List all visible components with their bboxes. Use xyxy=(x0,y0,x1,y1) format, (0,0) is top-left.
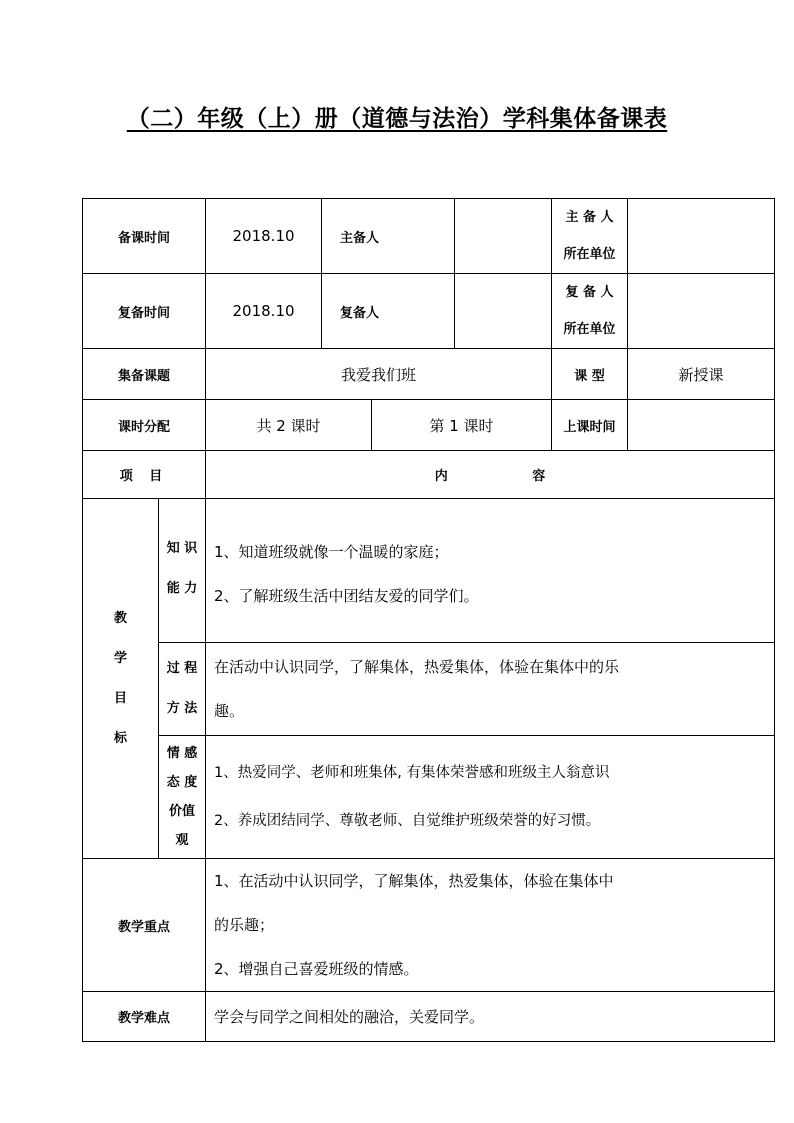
topic-label: 集备课题 xyxy=(83,349,206,400)
row-topic xyxy=(83,349,775,400)
knowledge-content xyxy=(206,499,775,643)
emotion-label-line3: 价值 xyxy=(169,804,196,819)
page-title-text: （二）年级（上）册（道德与法治）学科集体备课表 xyxy=(126,106,668,132)
process-line-1: 在活动中认识同学，了解集体，热爱集体，体验在集体中的乐 xyxy=(214,658,620,676)
prep-time-value: 2018.10 xyxy=(206,199,322,274)
row-objective-knowledge xyxy=(83,499,775,643)
row-key-points xyxy=(83,859,775,992)
reviewer-value xyxy=(455,274,552,349)
row-objective-process xyxy=(83,643,775,736)
objectives-char-4: 标 xyxy=(113,730,127,746)
process-label-line2: 方 法 xyxy=(166,701,198,716)
hours-total: 共 2 课时 xyxy=(206,400,372,451)
knowledge-label-line2: 能 力 xyxy=(166,581,198,596)
row-review-time xyxy=(83,274,775,349)
emotion-label-line2: 态 度 xyxy=(166,775,198,790)
content-header: 内 容 xyxy=(206,451,775,499)
knowledge-label-line1: 知 识 xyxy=(166,541,198,556)
main-unit-label-line2: 所在单位 xyxy=(563,247,616,262)
review-unit-label-line2: 所在单位 xyxy=(563,322,616,337)
lesson-type-label: 课 型 xyxy=(552,349,628,400)
objectives-char-2: 学 xyxy=(113,650,127,666)
emotion-content xyxy=(206,736,775,859)
difficulties-label: 教学难点 xyxy=(83,992,206,1042)
emotion-line-1: 1、热爱同学、老师和班集体, 有集体荣誉感和班级主人翁意识 xyxy=(214,765,610,781)
row-difficulties xyxy=(83,992,775,1042)
row-objective-emotion xyxy=(83,736,775,859)
key-points-label: 教学重点 xyxy=(83,859,206,992)
key-points-line-2: 的乐趣； xyxy=(214,916,275,934)
emotion-label-line1: 情 感 xyxy=(166,746,198,761)
review-unit-value xyxy=(628,274,775,349)
class-time-label: 上课时间 xyxy=(552,400,628,451)
emotion-label-line4: 观 xyxy=(175,833,189,848)
main-preparer-label: 主备人 xyxy=(322,199,455,274)
review-unit-label-line1: 复 备 人 xyxy=(565,285,614,300)
objectives-char-1: 教 xyxy=(113,610,127,626)
main-unit-label-line1: 主 备 人 xyxy=(565,210,614,225)
difficulties-line-1: 学会与同学之间相处的融洽，关爱同学。 xyxy=(214,1007,485,1026)
review-time-value: 2018.10 xyxy=(206,274,322,349)
lesson-plan-table xyxy=(82,198,775,1042)
process-line-2: 趣。 xyxy=(214,702,245,720)
knowledge-line-1: 1、知道班级就像一个温暖的家庭； xyxy=(214,543,449,561)
row-hours xyxy=(83,400,775,451)
knowledge-label xyxy=(159,499,206,643)
main-unit-value xyxy=(628,199,775,274)
reviewer-label: 复备人 xyxy=(322,274,455,349)
row-header xyxy=(83,451,775,499)
objectives-label xyxy=(83,499,159,859)
knowledge-line-2: 2、了解班级生活中团结友爱的同学们。 xyxy=(214,587,479,605)
topic-value: 我爱我们班 xyxy=(206,349,552,400)
process-label-line1: 过 程 xyxy=(166,661,198,676)
key-points-line-1: 1、在活动中认识同学，了解集体，热爱集体，体验在集体中 xyxy=(214,872,614,890)
class-time-value xyxy=(628,400,775,451)
review-unit-label xyxy=(552,274,628,349)
prep-time-label: 备课时间 xyxy=(83,199,206,274)
main-preparer-value xyxy=(455,199,552,274)
key-points-line-3: 2、增强自己喜爱班级的情感。 xyxy=(214,960,419,978)
hours-label: 课时分配 xyxy=(83,400,206,451)
lesson-type-value: 新授课 xyxy=(628,349,775,400)
difficulties-content xyxy=(206,992,775,1042)
row-prep-time xyxy=(83,199,775,274)
process-content xyxy=(206,643,775,736)
item-header: 项 目 xyxy=(83,451,206,499)
emotion-line-2: 2、养成团结同学、尊敬老师、自觉维护班级荣誉的好习惯。 xyxy=(214,813,601,829)
objectives-char-3: 目 xyxy=(113,690,127,706)
review-time-label: 复备时间 xyxy=(83,274,206,349)
key-points-content xyxy=(206,859,775,992)
hours-current: 第 1 课时 xyxy=(372,400,552,451)
page-title xyxy=(0,100,794,133)
process-label xyxy=(159,643,206,736)
main-unit-label xyxy=(552,199,628,274)
emotion-label xyxy=(159,736,206,859)
